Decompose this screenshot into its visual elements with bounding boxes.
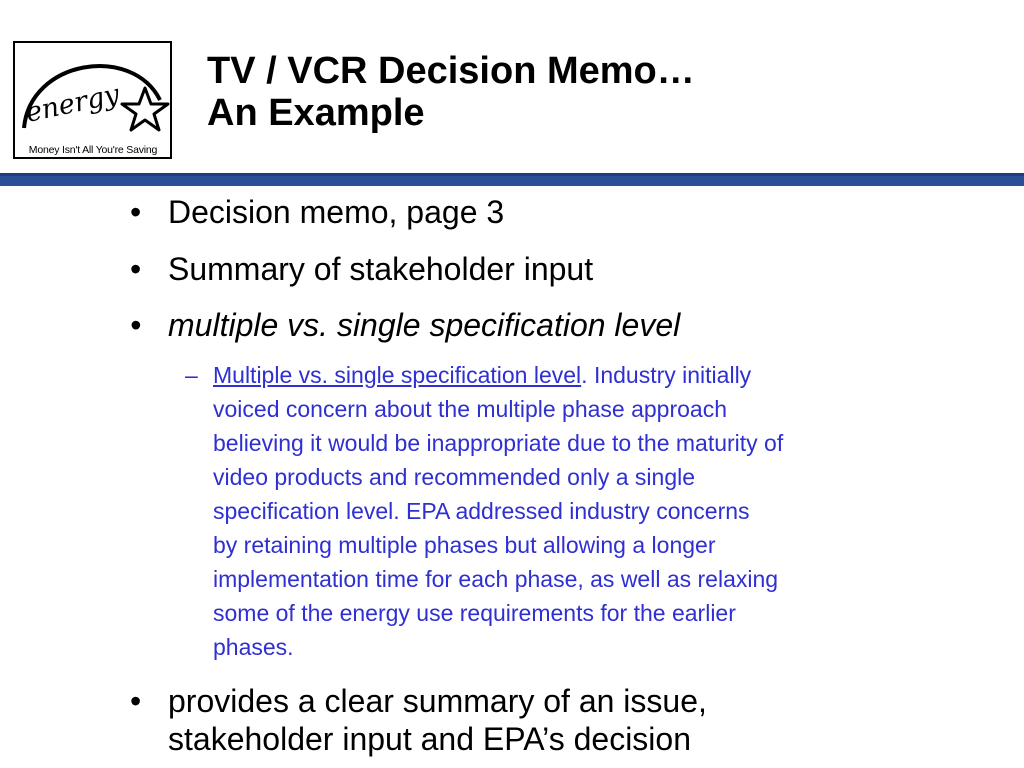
bullet-item: • Decision memo, page 3 (168, 193, 504, 231)
slide-title-line-2: An Example (207, 92, 425, 134)
sub-bullet-line: voiced concern about the multiple phase approach (213, 396, 728, 422)
sub-bullet-line: phases. (213, 634, 294, 660)
svg-text:energy: energy (23, 78, 123, 129)
sub-bullet-line: believing it would be inappropriate due to the maturity of (213, 430, 784, 456)
bullet-item-final (168, 682, 707, 758)
sub-bullet-paragraph (213, 358, 933, 664)
sub-bullet-line: video products and recommended only a single (213, 464, 696, 490)
sub-bullet-line: specification level. EPA addressed industry concerns (213, 498, 750, 524)
sub-bullet-line (213, 358, 933, 392)
bullet-item: • Summary of stakeholder input (168, 250, 593, 288)
sub-bullet-line: implementation time for each phase, as well as relaxing (213, 566, 779, 592)
sub-bullet-line: some of the energy use requirements for the earlier (213, 600, 736, 626)
logo-tagline: Money Isn't All You're Saving (16, 143, 170, 157)
final-bullet-line-2: stakeholder input and EPA’s decision (168, 721, 691, 757)
final-bullet-line-1: provides a clear summary of an issue, (168, 683, 707, 719)
sub-bullet-heading-underlined: Multiple vs. single specification level (213, 362, 582, 388)
sub-bullet-line: by retaining multiple phases but allowing a longer (213, 532, 716, 558)
sub-bullet-text: . Industry initially (581, 362, 752, 388)
bullet-item-italic: • multiple vs. single specification level (168, 306, 680, 344)
slide-title-line-1: TV / VCR Decision Memo… (207, 50, 695, 92)
